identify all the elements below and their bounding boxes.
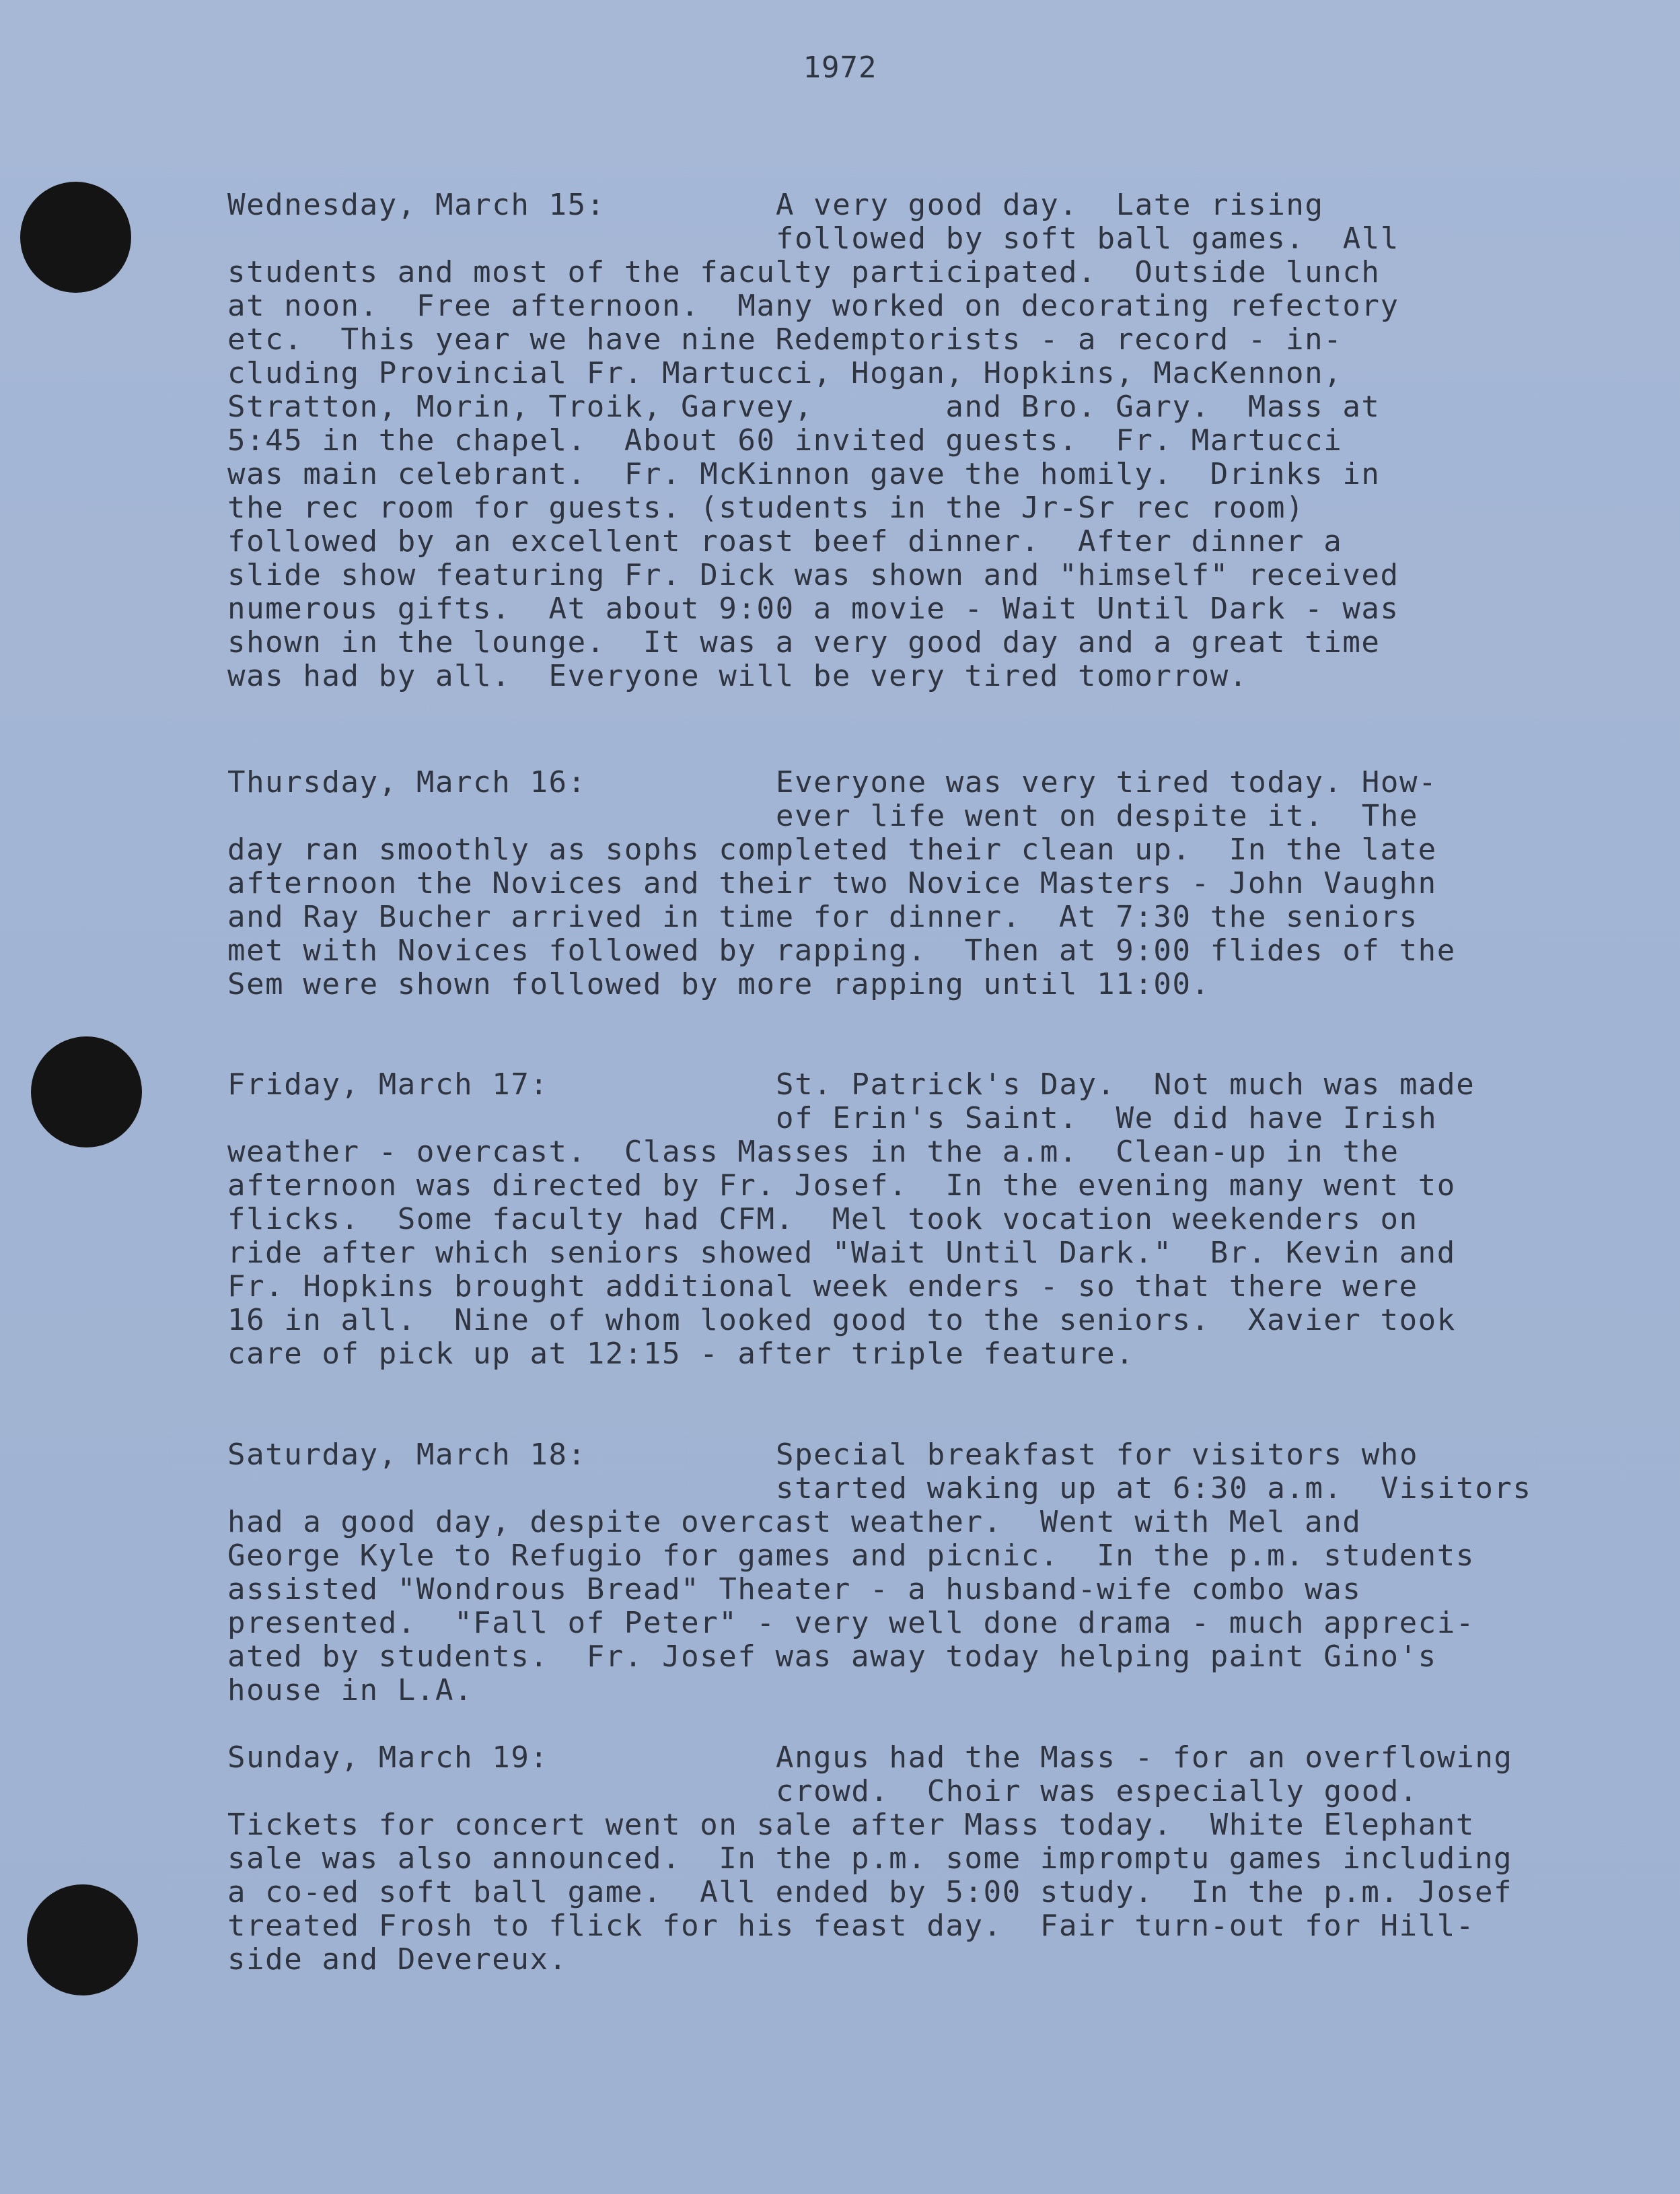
entry-text-line: shown in the lounge. It was a very good day and a great time xyxy=(227,625,1381,660)
entry-date: Saturday, March 18: xyxy=(227,1438,587,1472)
entry-date: Sunday, March 19: xyxy=(227,1740,549,1775)
page-year-header: 1972 xyxy=(803,50,877,85)
entry-text-line: was had by all. Everyone will be very tired tomorrow. xyxy=(227,659,1248,693)
entry-text-line: at noon. Free afternoon. Many worked on decorating refectory xyxy=(227,289,1399,323)
binder-hole xyxy=(20,182,131,293)
entry-text-line: A very good day. Late rising xyxy=(776,188,1324,222)
entry-text-line: Everyone was very tired today. How- xyxy=(776,765,1438,800)
entry-text-line: sale was also announced. In the p.m. some impromptu games including xyxy=(227,1841,1513,1876)
binder-hole xyxy=(31,1036,142,1147)
entry-text-line: ride after which seniors showed "Wait Until Dark." Br. Kevin and xyxy=(227,1236,1456,1270)
entry-text-line: Angus had the Mass - for an overflowing xyxy=(776,1740,1513,1775)
entry-text-line: numerous gifts. At about 9:00 a movie - Wait Until Dark - was xyxy=(227,592,1399,626)
entry-text-line: students and most of the faculty participated. Outside lunch xyxy=(227,255,1381,289)
entry-text-line: Fr. Hopkins brought additional week enders - so that there were xyxy=(227,1269,1418,1304)
entry-text-line: care of pick up at 12:15 - after triple feature. xyxy=(227,1337,1135,1371)
diary-entry xyxy=(227,188,1674,693)
entry-text-line: weather - overcast. Class Masses in the a.m. Clean-up in the xyxy=(227,1135,1399,1169)
entry-text-line: Sem were shown followed by more rapping until 11:00. xyxy=(227,967,1210,1001)
entry-text-line: ated by students. Fr. Josef was away today helping paint Gino's xyxy=(227,1639,1437,1674)
entry-text-line: assisted "Wondrous Bread" Theater - a husband-wife combo was xyxy=(227,1572,1362,1606)
entry-date: Thursday, March 16: xyxy=(227,765,587,800)
entry-text-line: Stratton, Morin, Troik, Garvey, and Bro. Gary. Mass at xyxy=(227,390,1381,424)
entry-text-line: 5:45 in the chapel. About 60 invited guests. Fr. Martucci xyxy=(227,423,1343,458)
entry-text-line: was main celebrant. Fr. McKinnon gave the homily. Drinks in xyxy=(227,457,1381,491)
entry-text-line: ever life went on despite it. The xyxy=(776,799,1419,833)
binder-hole xyxy=(27,1884,138,1995)
entry-text-line: flicks. Some faculty had CFM. Mel took vocation weekenders on xyxy=(227,1202,1418,1236)
entry-text-line: day ran smoothly as sophs completed their clean up. In the late xyxy=(227,833,1437,867)
entry-text-line: and Ray Bucher arrived in time for dinner. At 7:30 the seniors xyxy=(227,900,1418,934)
entry-text-line: house in L.A. xyxy=(227,1673,474,1707)
diary-entry xyxy=(227,766,1674,1001)
entry-first-line xyxy=(227,188,1674,222)
entry-text-line: 16 in all. Nine of whom looked good to the seniors. Xavier took xyxy=(227,1303,1456,1337)
entry-text-line: met with Novices followed by rapping. Then at 9:00 flides of the xyxy=(227,933,1456,968)
entry-text-line: had a good day, despite overcast weather. Went with Mel and xyxy=(227,1505,1362,1539)
entry-text-line: cluding Provincial Fr. Martucci, Hogan, Hopkins, MacKennon, xyxy=(227,356,1343,390)
entry-text-line: followed by an excellent roast beef dinner. After dinner a xyxy=(227,524,1343,559)
entry-text-line: Tickets for concert went on sale after Mass today. White Elephant xyxy=(227,1808,1475,1842)
entry-first-line xyxy=(227,1438,1674,1472)
entry-text-line: slide show featuring Fr. Dick was shown and "himself" received xyxy=(227,558,1399,592)
diary-entry xyxy=(227,1741,1674,1977)
entry-text-line: crowd. Choir was especially good. xyxy=(776,1774,1419,1808)
entry-text-line: started waking up at 6:30 a.m. Visitors xyxy=(776,1471,1532,1506)
entry-text-line: of Erin's Saint. We did have Irish xyxy=(776,1101,1438,1135)
entry-text-line: side and Devereux. xyxy=(227,1942,568,1977)
entry-date: Friday, March 17: xyxy=(227,1067,549,1102)
entry-date: Wednesday, March 15: xyxy=(227,188,606,222)
entry-text-line: St. Patrick's Day. Not much was made xyxy=(776,1067,1475,1102)
diary-entry xyxy=(227,1438,1674,1707)
entry-text-line: treated Frosh to flick for his feast day. Fair turn-out for Hill- xyxy=(227,1909,1475,1943)
entry-text-line: the rec room for guests. (students in the Jr-Sr rec room) xyxy=(227,491,1305,525)
entry-first-line xyxy=(227,1741,1674,1775)
entry-text-line: afternoon was directed by Fr. Josef. In the evening many went to xyxy=(227,1168,1456,1203)
entry-text-line: followed by soft ball games. All xyxy=(776,221,1399,256)
entry-text-line: afternoon the Novices and their two Novice Masters - John Vaughn xyxy=(227,866,1437,900)
entry-first-line xyxy=(227,766,1674,800)
entry-text-line: George Kyle to Refugio for games and picnic. In the p.m. students xyxy=(227,1538,1475,1573)
entry-text-line: etc. This year we have nine Redemptorists - a record - in- xyxy=(227,322,1343,357)
entry-text-line: presented. "Fall of Peter" - very well done drama - much appreci- xyxy=(227,1606,1475,1640)
entry-first-line xyxy=(227,1068,1674,1102)
entry-text-line: a co-ed soft ball game. All ended by 5:00 study. In the p.m. Josef xyxy=(227,1875,1513,1909)
entry-text-line: Special breakfast for visitors who xyxy=(776,1438,1419,1472)
diary-entry xyxy=(227,1068,1674,1371)
